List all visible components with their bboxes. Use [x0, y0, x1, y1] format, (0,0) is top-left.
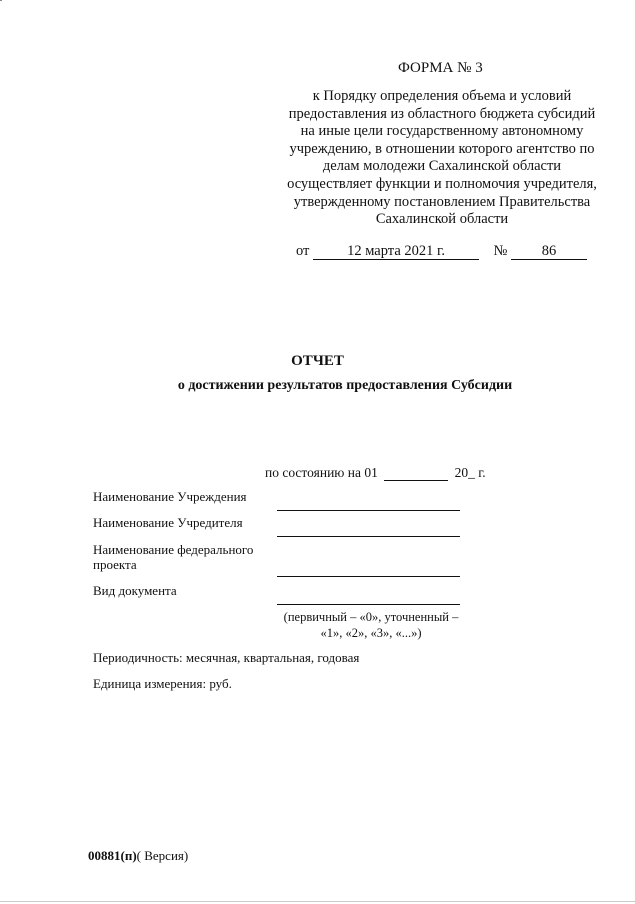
as-of-line: [265, 465, 486, 481]
number-label: №: [493, 243, 508, 259]
founder-line: [277, 536, 460, 537]
unit-of-measure: Единица измерения: руб.: [93, 676, 232, 691]
federal-project-line: [277, 576, 460, 577]
decree-date: 12 марта 2021 г.: [313, 244, 479, 260]
from-label: от: [296, 243, 310, 259]
scan-mark: [0, 0, 2, 1]
form-description: к Порядку определения объема и условий предоставления из областного бюджета субсидий на иные цели государственному автономному учреждению, в отношении которого агентство по делам молодежи Сахалинской области осуществляет функции и полномочия учредителя, утвержденному постановлением Правительства Сахалинской области: [287, 88, 597, 228]
decree-number: 86: [511, 244, 587, 260]
institution-line: [277, 510, 460, 511]
as-of-blank: [384, 465, 448, 481]
founder-label: Наименование Учредителя: [93, 515, 243, 530]
document-type-hint: (первичный – «0», уточненный – «1», «2», «3», «...»): [283, 610, 459, 640]
periodicity: Периодичность: месячная, квартальная, годовая: [93, 650, 360, 665]
version-footer: [88, 848, 188, 864]
document-code: 00881(п): [88, 848, 137, 863]
decree-line: [296, 243, 587, 260]
institution-label: Наименование Учреждения: [93, 489, 247, 504]
document-type-line: [277, 604, 460, 605]
form-number: ФОРМА № 3: [398, 60, 483, 76]
report-title: ОТЧЕТ: [291, 353, 344, 369]
scan-edge: [0, 901, 635, 902]
version-label: ( Версия): [136, 848, 189, 863]
as-of-prefix: по состоянию на 01: [265, 465, 378, 480]
document-type-label: Вид документа: [93, 583, 177, 598]
report-subtitle: о достижении результатов предоставления Субсидии: [177, 378, 513, 393]
as-of-year: 20_ г.: [454, 465, 486, 480]
federal-project-label: Наименование федерального проекта: [93, 542, 254, 572]
